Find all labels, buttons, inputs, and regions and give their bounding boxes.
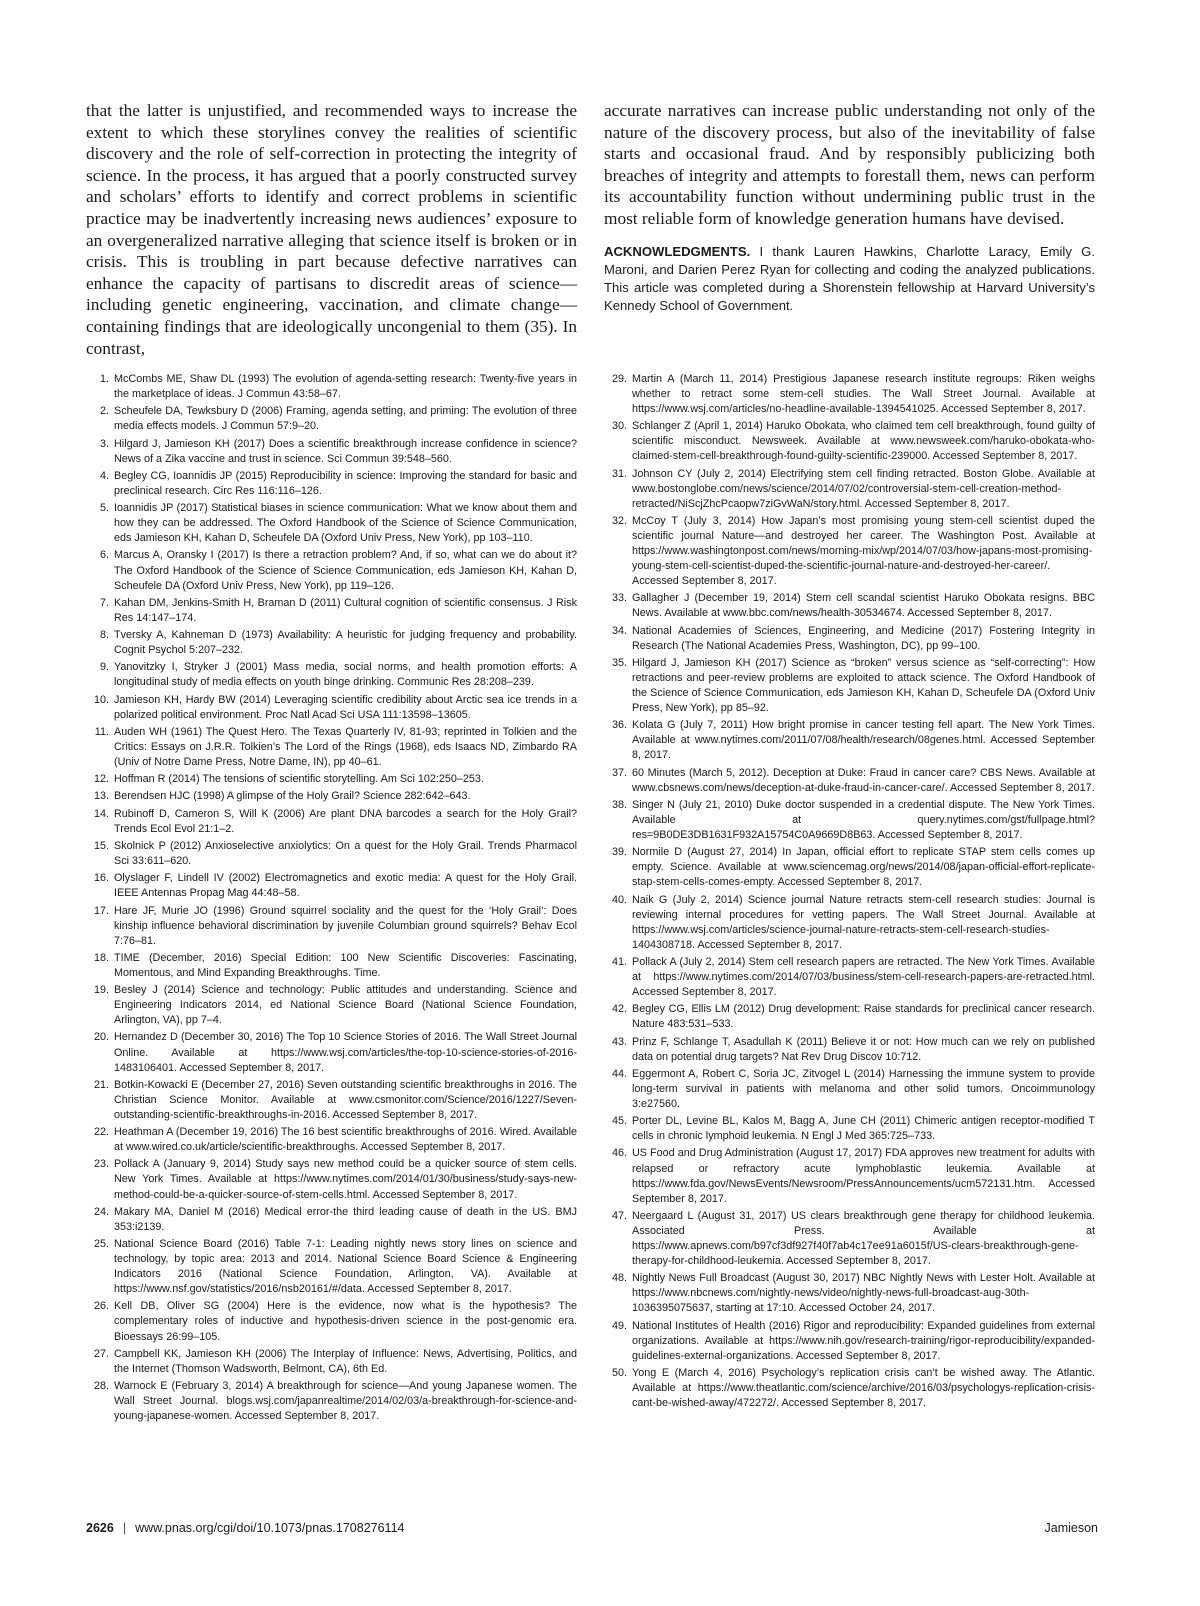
reference-item xyxy=(604,955,1095,1000)
reference-number: 6. xyxy=(99,549,109,562)
reference-item xyxy=(604,1035,1095,1065)
reference-number: 35. xyxy=(611,656,627,669)
reference-text: National Institutes of Health (2016) Rigor and reproducibility: Expanded guidelines from external organizations. Available at https://www.nih.gov/research-training/rigor-reproducibility/expanded-guidelines-external-organizations. Accessed September 8, 2017. xyxy=(632,1319,1095,1362)
reference-text: National Science Board (2016) Table 7-1: Leading nightly news story lines on science and technology, by topic area: 2013 and 2014. National Science Board Science & Engineering Indicators 2016 (National Science Foundation, Arlington, VA). Available at https://www.nsf.gov/statistics/2016/nsb20161/#/data. Accessed September 8, 2017. xyxy=(114,1238,577,1296)
reference-item xyxy=(86,660,577,690)
reference-item xyxy=(86,1347,577,1377)
reference-number: 31. xyxy=(611,467,627,480)
reference-text: Eggermont A, Robert C, Soria JC, Zitvogel L (2014) Harnessing the immune system to provide long-term survival in patients with melanoma and other solid tumors. Oncoimmunology 3:e27560. xyxy=(632,1067,1095,1110)
reference-item xyxy=(604,798,1095,843)
reference-number: 3. xyxy=(99,437,109,450)
reference-item xyxy=(86,951,577,981)
reference-number: 9. xyxy=(99,661,109,674)
reference-item xyxy=(86,904,577,949)
reference-item xyxy=(86,871,577,901)
reference-text: Makary MA, Daniel M (2016) Medical error-the third leading cause of death in the US. BMJ 353:i2139. xyxy=(114,1205,577,1233)
reference-item xyxy=(86,437,577,467)
reference-number: 43. xyxy=(611,1035,627,1048)
reference-text: Olyslager F, Lindell IV (2002) Electromagnetics and exotic media: A quest for the Holy Grail. IEEE Antennas Propag Mag 44:48–58. xyxy=(114,872,577,900)
reference-number: 48. xyxy=(611,1272,627,1285)
reference-item xyxy=(86,469,577,499)
reference-text: Martin A (March 11, 2014) Prestigious Japanese research institute regroups: Riken weighs whether to retract some stem-cell studies. The Wall Street Journal. Available at https://www.wsj.com/articles/no-headline-available-1394541025. Accessed September 8, 2017. xyxy=(632,373,1095,416)
reference-item xyxy=(604,1146,1095,1206)
reference-number: 42. xyxy=(611,1003,627,1016)
reference-item xyxy=(604,766,1095,796)
reference-text: Neergaard L (August 31, 2017) US clears breakthrough gene therapy for childhood leukemia. Associated Press. Available at https://www.apnews.com/b97cf3df927f40f7ab4c17ee91a6015f/US-clears-breakthrough-gene-therapy-for-childhood-leukemia. Accessed September 8, 2017. xyxy=(632,1209,1095,1267)
reference-text: Heathman A (December 19, 2016) The 16 best scientific breakthroughs of 2016. Wired. Available at www.wired.co.uk/article/scientific-breakthroughs. Accessed September 8, 2017. xyxy=(114,1126,577,1154)
reference-number: 23. xyxy=(93,1158,109,1171)
body-paragraph-right: accurate narratives can increase public understanding not only of the nature of the discovery process, but also of the inevitability of false starts and occasional fraud. And by responsibly publicizing both breaches of integrity and attempts to forestall them, news can perform its accountability function without undermining public trust in the most reliable form of knowledge generation humans have devised. xyxy=(604,101,1095,228)
reference-item xyxy=(86,693,577,723)
references-list-right xyxy=(604,372,1095,1413)
reference-text: Warnock E (February 3, 2014) A breakthrough for science—And young Japanese women. The Wall Street Journal. blogs.wsj.com/japanrealtime/2014/02/03/a-breakthrough-for-science-and-young-japanese-women. Accessed September 8, 2017. xyxy=(114,1380,577,1423)
acknowledgments-text: I thank Lauren Hawkins, Charlotte Laracy, Emily G. Maroni, and Darien Perez Ryan for collecting and coding the analyzed publications. This article was completed during a Shorenstein fellowship at Harvard University’s Kennedy School of Government. xyxy=(604,243,1095,314)
reference-item xyxy=(86,596,577,626)
reference-item xyxy=(86,372,577,402)
reference-number: 40. xyxy=(611,893,627,906)
reference-item xyxy=(604,1067,1095,1112)
reference-text: Pollack A (July 2, 2014) Stem cell research papers are retracted. The New York Times. Available at https://www.nytimes.com/2014/07/03/business/stem-cell-research-papers-are-retracted.html. Accessed September 8, 2017. xyxy=(632,955,1095,999)
reference-number: 2. xyxy=(99,405,109,418)
reference-number: 24. xyxy=(93,1205,109,1218)
reference-number: 21. xyxy=(93,1078,109,1091)
reference-item xyxy=(604,1366,1095,1411)
reference-number: 10. xyxy=(93,693,109,706)
reference-item xyxy=(604,1209,1095,1269)
reference-number: 16. xyxy=(93,872,109,885)
reference-text: Rubinoff D, Cameron S, Will K (2006) Are plant DNA barcodes a search for the Holy Grail? Trends Ecol Evol 21:1–2. xyxy=(114,807,577,835)
reference-text: Besley J (2014) Science and technology: Public attitudes and understanding. Science and Engineering Indicators 2014, ed National Science Board (National Science Foundation, Arlington, VA), pp 7–4. xyxy=(114,984,577,1027)
reference-number: 18. xyxy=(93,951,109,964)
page-number: 2626 xyxy=(86,1521,114,1535)
reference-text: Skolnick P (2012) Anxioselective anxiolytics: On a quest for the Holy Grail. Trends Pharmacol Sci 33:611–620. xyxy=(114,839,577,868)
reference-text: Botkin-Kowacki E (December 27, 2016) Seven outstanding scientific breakthroughs in 2016. The Christian Science Monitor. Available at www.csmonitor.com/Science/2016/1227/Seven-outstanding-scientific-breakthroughs-in-2016. Accessed September 8, 2017. xyxy=(114,1078,577,1121)
reference-text: Kahan DM, Jenkins-Smith H, Braman D (2011) Cultural cognition of scientific consensus. J Risk Res 14:147–174. xyxy=(114,596,577,624)
reference-text: Gallagher J (December 19, 2014) Stem cell scandal scientist Haruko Obokata resigns. BBC News. Available at www.bbc.com/news/health-30534674. Accessed September 8, 2017. xyxy=(632,592,1095,620)
reference-item xyxy=(86,839,577,869)
reference-text: Jamieson KH, Hardy BW (2014) Leveraging scientific credibility about Arctic sea ice trends in a polarized political environment. Proc Natl Acad Sci USA 111:13598–13605. xyxy=(114,693,577,721)
reference-text: Yanovitzky I, Stryker J (2001) Mass media, social norms, and health promotion efforts: A longitudinal study of media effects on youth binge drinking. Communic Res 28:208–239. xyxy=(114,661,577,689)
reference-item xyxy=(86,1157,577,1202)
reference-text: Prinz F, Schlange T, Asadullah K (2011) Believe it or not: How much can we rely on published data on potential drug targets? Nat Rev Drug Discov 10:712. xyxy=(632,1035,1095,1063)
reference-number: 17. xyxy=(93,904,109,917)
reference-item xyxy=(86,1078,577,1123)
reference-number: 49. xyxy=(611,1319,627,1332)
reference-text: Hilgard J, Jamieson KH (2017) Does a scientific breakthrough increase confidence in science? News of a Zika vaccine and trust in science. Sci Commun 39:548–560. xyxy=(114,437,577,465)
reference-number: 34. xyxy=(611,624,627,637)
reference-item xyxy=(86,1205,577,1235)
acknowledgments xyxy=(604,243,1095,316)
reference-item xyxy=(604,1114,1095,1144)
reference-number: 5. xyxy=(99,502,109,515)
reference-number: 37. xyxy=(611,766,627,779)
reference-number: 22. xyxy=(93,1126,109,1139)
reference-text: Begley CG, Ioannidis JP (2015) Reproducibility in science: Improving the standard for basic and preclinical research. Circ Res 116:116–126. xyxy=(114,469,577,497)
reference-item xyxy=(86,983,577,1028)
page-footer xyxy=(86,1521,1098,1539)
reference-number: 45. xyxy=(611,1115,627,1128)
reference-item xyxy=(604,656,1095,716)
reference-text: Pollack A (January 9, 2014) Study says new method could be a quicker source of stem cells. New York Times. Available at https://www.nytimes.com/2014/01/30/business/study-says-new-method-could-be-a-quicker-source-of-stem-cells.html. Accessed September 8, 2017. xyxy=(114,1158,577,1201)
reference-text: Ioannidis JP (2017) Statistical biases in science communication: What we know about them and how they can be addressed. The Oxford Handbook of the Science of Science Communication, eds Jamieson KH, Kahan D, Scheufele DA (Oxford Univ Press, New York), pp 103–110. xyxy=(114,502,577,545)
reference-item xyxy=(604,718,1095,763)
reference-number: 7. xyxy=(99,596,109,609)
reference-item xyxy=(604,1271,1095,1316)
reference-number: 1. xyxy=(99,373,109,385)
reference-number: 50. xyxy=(611,1366,627,1379)
reference-item xyxy=(86,1030,577,1075)
reference-text: Hernandez D (December 30, 2016) The Top 10 Science Stories of 2016. The Wall Street Journal Online. Available at https://www.wsj.com/articles/the-top-10-science-stories-of-2016-1483106401. Accessed September 8, 2017. xyxy=(114,1031,577,1074)
reference-item xyxy=(86,1379,577,1424)
reference-number: 13. xyxy=(93,790,109,803)
reference-number: 25. xyxy=(93,1238,109,1251)
reference-text: Kolata G (July 7, 2011) How bright promise in cancer testing fell apart. The New York Times. Available at www.nytimes.com/2011/07/08/health/research/08genes.html. Accessed September 8, 2017. xyxy=(632,719,1095,762)
reference-text: Kell DB, Oliver SG (2004) Here is the evidence, now what is the hypothesis? The complementary roles of inductive and hypothesis-driven science in the post-genomic era. Bioessays 26:99–105. xyxy=(114,1300,577,1343)
reference-number: 44. xyxy=(611,1067,627,1080)
doi-link[interactable]: www.pnas.org/cgi/doi/10.1073/pnas.1708276114 xyxy=(135,1521,405,1535)
reference-number: 26. xyxy=(93,1300,109,1313)
reference-text: Porter DL, Levine BL, Kalos M, Bagg A, June CH (2011) Chimeric antigen receptor-modified T cells in chronic lymphoid leukemia. N Engl J Med 365:725–733. xyxy=(632,1115,1095,1143)
reference-text: Naik G (July 2, 2014) Science journal Nature retracts stem-cell research studies: Journal is reviewing internal procedures for vetting papers. The Wall Street Journal. Available at https://www.wsj.com/articles/science-journal-nature-retracts-stem-cell-research-studies-1404308718. Accessed September 8, 2017. xyxy=(632,893,1095,951)
references-list-left xyxy=(86,372,577,1426)
reference-number: 11. xyxy=(94,725,109,738)
reference-item xyxy=(86,628,577,658)
reference-text: Schlanger Z (April 1, 2014) Haruko Obokata, who claimed tem cell breakthrough, found guilty of scientific misconduct. Newsweek. Available at www.newsweek.com/haruko-obokata-who-claimed-stem-cell-breakthrough-found-guilty-scientific-239000. Accessed September 8, 2017. xyxy=(632,420,1095,463)
reference-item xyxy=(86,404,577,434)
reference-item xyxy=(86,1125,577,1155)
reference-item xyxy=(86,789,577,804)
reference-item xyxy=(86,548,577,593)
reference-text: TIME (December, 2016) Special Edition: 100 New Scientific Discoveries: Fascinating, Momentous, and Mind Expanding Breakthroughs. Time. xyxy=(114,951,577,979)
footer-separator: | xyxy=(122,1521,127,1535)
reference-text: Campbell KK, Jamieson KH (2006) The Interplay of Influence: News, Advertising, Politics, and the Internet (Thomson Wadsworth, Belmont, CA), 6th Ed. xyxy=(114,1347,577,1375)
reference-item xyxy=(604,893,1095,953)
reference-text: Hoffman R (2014) The tensions of scientific storytelling. Am Sci 102:250–253. xyxy=(114,773,484,786)
reference-number: 14. xyxy=(93,807,109,820)
reference-text: Hilgard J, Jamieson KH (2017) Science as “broken” versus science as “self-correcting”: How retractions and peer-review problems are exploited to attack science. The Oxford Handbook of the Science of Science Communication, eds Jamieson KH, Kahan D, Scheufele DA (Oxford Univ Press, New York), pp 85–92. xyxy=(632,656,1095,715)
reference-text: Nightly News Full Broadcast (August 30, 2017) NBC Nightly News with Lester Holt. Available at https://www.nbcnews.com/nightly-news/video/nightly-news-full-broadcast-aug-30th-1036395075637, starting at 17:10. Accessed October 24, 2017. xyxy=(632,1272,1095,1315)
reference-text: Auden WH (1961) The Quest Hero. The Texas Quarterly IV, 81-93; reprinted in Tolkien and the Critics: Essays on J.R.R. Tolkien’s The Lord of the Rings (1968), eds Isaacs ND, Zimbardo RA (Univ of Notre Dame Press, Notre Dame, IN), pp 40–61. xyxy=(114,725,577,768)
reference-number: 41. xyxy=(611,955,627,968)
reference-number: 30. xyxy=(611,420,627,433)
reference-text: 60 Minutes (March 5, 2012). Deception at Duke: Fraud in cancer care? CBS News. Available at www.cbsnews.com/news/deception-at-duke-fraud-in-cancer-care/. Accessed September 8, 2017. xyxy=(632,766,1095,794)
reference-number: 29. xyxy=(611,373,627,385)
reference-item xyxy=(86,1237,577,1297)
acknowledgments-heading: ACKNOWLEDGMENTS. xyxy=(604,243,751,259)
reference-item xyxy=(86,501,577,546)
reference-text: Singer N (July 21, 2010) Duke doctor suspended in a credential dispute. The New York Times. Available at query.nytimes.com/gst/fullpage.html?res=9B0DE3DB1631F932A15754C0A9669D8B63. Accessed September 8, 2017. xyxy=(632,798,1095,842)
reference-item xyxy=(604,372,1095,417)
reference-item xyxy=(604,514,1095,589)
reference-item xyxy=(86,1299,577,1344)
reference-item xyxy=(86,807,577,837)
reference-text: Berendsen HJC (1998) A glimpse of the Holy Grail? Science 282:642–643. xyxy=(114,790,471,803)
reference-number: 27. xyxy=(93,1347,109,1360)
reference-item xyxy=(604,419,1095,464)
reference-item xyxy=(86,772,577,787)
body-paragraph-left: that the latter is unjustified, and recommended ways to increase the extent to which these storylines convey the realities of scientific discovery and the role of self-correction in protecting the integrity of science. In the process, it has argued that a poorly constructed survey and scholars’ efforts to identify and correct problems in scientific practice may be inadvertently increasing news audiences’ exposure to an overgeneralized narrative alleging that science itself is broken or in crisis. This is troubling in part because defective narratives can enhance the capacity of partisans to discredit areas of science—including genetic engineering, vaccination, and climate change—containing findings that are ideologically uncongenial to them (35). In contrast, xyxy=(86,101,577,358)
reference-text: Tversky A, Kahneman D (1973) Availability: A heuristic for judging frequency and probability. Cognit Psychol 5:207–232. xyxy=(114,629,577,657)
reference-item xyxy=(604,1319,1095,1364)
reference-number: 12. xyxy=(93,773,109,786)
reference-text: Hare JF, Murie JO (1996) Ground squirrel sociality and the quest for the ‘Holy Grail’: Does kinship influence behavioral discrimination by juvenile Columbian ground squirrels? Behav Ecol 7:76–81. xyxy=(114,904,577,947)
reference-number: 28. xyxy=(93,1380,109,1393)
reference-number: 20. xyxy=(93,1031,109,1044)
reference-text: Begley CG, Ellis LM (2012) Drug development: Raise standards for preclinical cancer research. Nature 483:531–533. xyxy=(632,1003,1095,1031)
reference-number: 8. xyxy=(99,629,109,642)
running-author: Jamieson xyxy=(1044,1521,1098,1535)
reference-number: 39. xyxy=(611,846,627,859)
reference-text: McCombs ME, Shaw DL (1993) The evolution of agenda-setting research: Twenty-five years in the marketplace of ideas. J Commun 43:58–67. xyxy=(114,373,577,401)
reference-number: 36. xyxy=(611,719,627,732)
reference-item xyxy=(604,467,1095,512)
reference-item xyxy=(604,624,1095,654)
reference-text: US Food and Drug Administration (August 17, 2017) FDA approves new treatment for adults with relapsed or refractory acute lymphoblastic leukemia. Available at https://www.fda.gov/NewsEvents/Newsroom/PressAnnouncements/ucm572131.htm. Accessed September 8, 2017. xyxy=(632,1147,1095,1205)
reference-text: Yong E (March 4, 2016) Psychology’s replication crisis can’t be wished away. The Atlantic. Available at https://www.theatlantic.com/science/archive/2016/03/psychologys-replication-crisis-cant-be-wished-away/472272/. Accessed September 8, 2017. xyxy=(632,1366,1095,1409)
reference-text: National Academies of Sciences, Engineering, and Medicine (2017) Fostering Integrity in Research (The National Academies Press, Washington, DC), pp 99–100. xyxy=(632,624,1095,652)
reference-number: 32. xyxy=(611,514,627,527)
reference-text: McCoy T (July 3, 2014) How Japan’s most promising young stem-cell scientist duped the scientific journal Nature—and destroyed her career. The Washington Post. Available at https://www.washingtonpost.com/news/morning-mix/wp/2014/07/03/how-japans-most-promising-young-stem-cell-scientist-duped-the-scientific-journal-nature-and-destroyed-her-career/. Accessed September 8, 2017. xyxy=(632,514,1095,588)
reference-item xyxy=(604,591,1095,621)
reference-text: Scheufele DA, Tewksbury D (2006) Framing, agenda setting, and priming: The evolution of three media effects models. J Commun 57:9–20. xyxy=(114,405,577,433)
reference-text: Marcus A, Oransky I (2017) Is there a retraction problem? And, if so, what can we do about it? The Oxford Handbook of the Science of Science Communication, eds Jamieson KH, Kahan D, Scheufele DA (Oxford Univ Press, New York), pp 119–126. xyxy=(114,549,577,592)
body-column-left xyxy=(86,100,577,359)
reference-number: 33. xyxy=(611,592,627,605)
reference-number: 47. xyxy=(611,1209,627,1222)
reference-number: 15. xyxy=(93,839,109,852)
reference-text: Johnson CY (July 2, 2014) Electrifying stem cell finding retracted. Boston Globe. Available at www.bostonglobe.com/news/science/2014/07/02/controversial-stem-cell-creation-method-retracted/NiScjZhcPcaopw7ziGvWaN/story.html. Accessed September 8, 2017. xyxy=(632,467,1095,510)
reference-number: 19. xyxy=(93,984,109,997)
reference-text: Normile D (August 27, 2014) In Japan, official effort to replicate STAP stem cells comes up empty. Science. Available at www.sciencemag.org/news/2014/08/japan-official-effort-replicate-stap-stem-cells-comes-empty. Accessed September 8, 2017. xyxy=(632,846,1095,889)
reference-item xyxy=(604,1002,1095,1032)
reference-item xyxy=(86,725,577,770)
reference-number: 4. xyxy=(99,469,109,482)
reference-number: 38. xyxy=(611,798,627,811)
body-column-right xyxy=(604,100,1095,316)
reference-item xyxy=(604,845,1095,890)
reference-number: 46. xyxy=(611,1147,627,1160)
